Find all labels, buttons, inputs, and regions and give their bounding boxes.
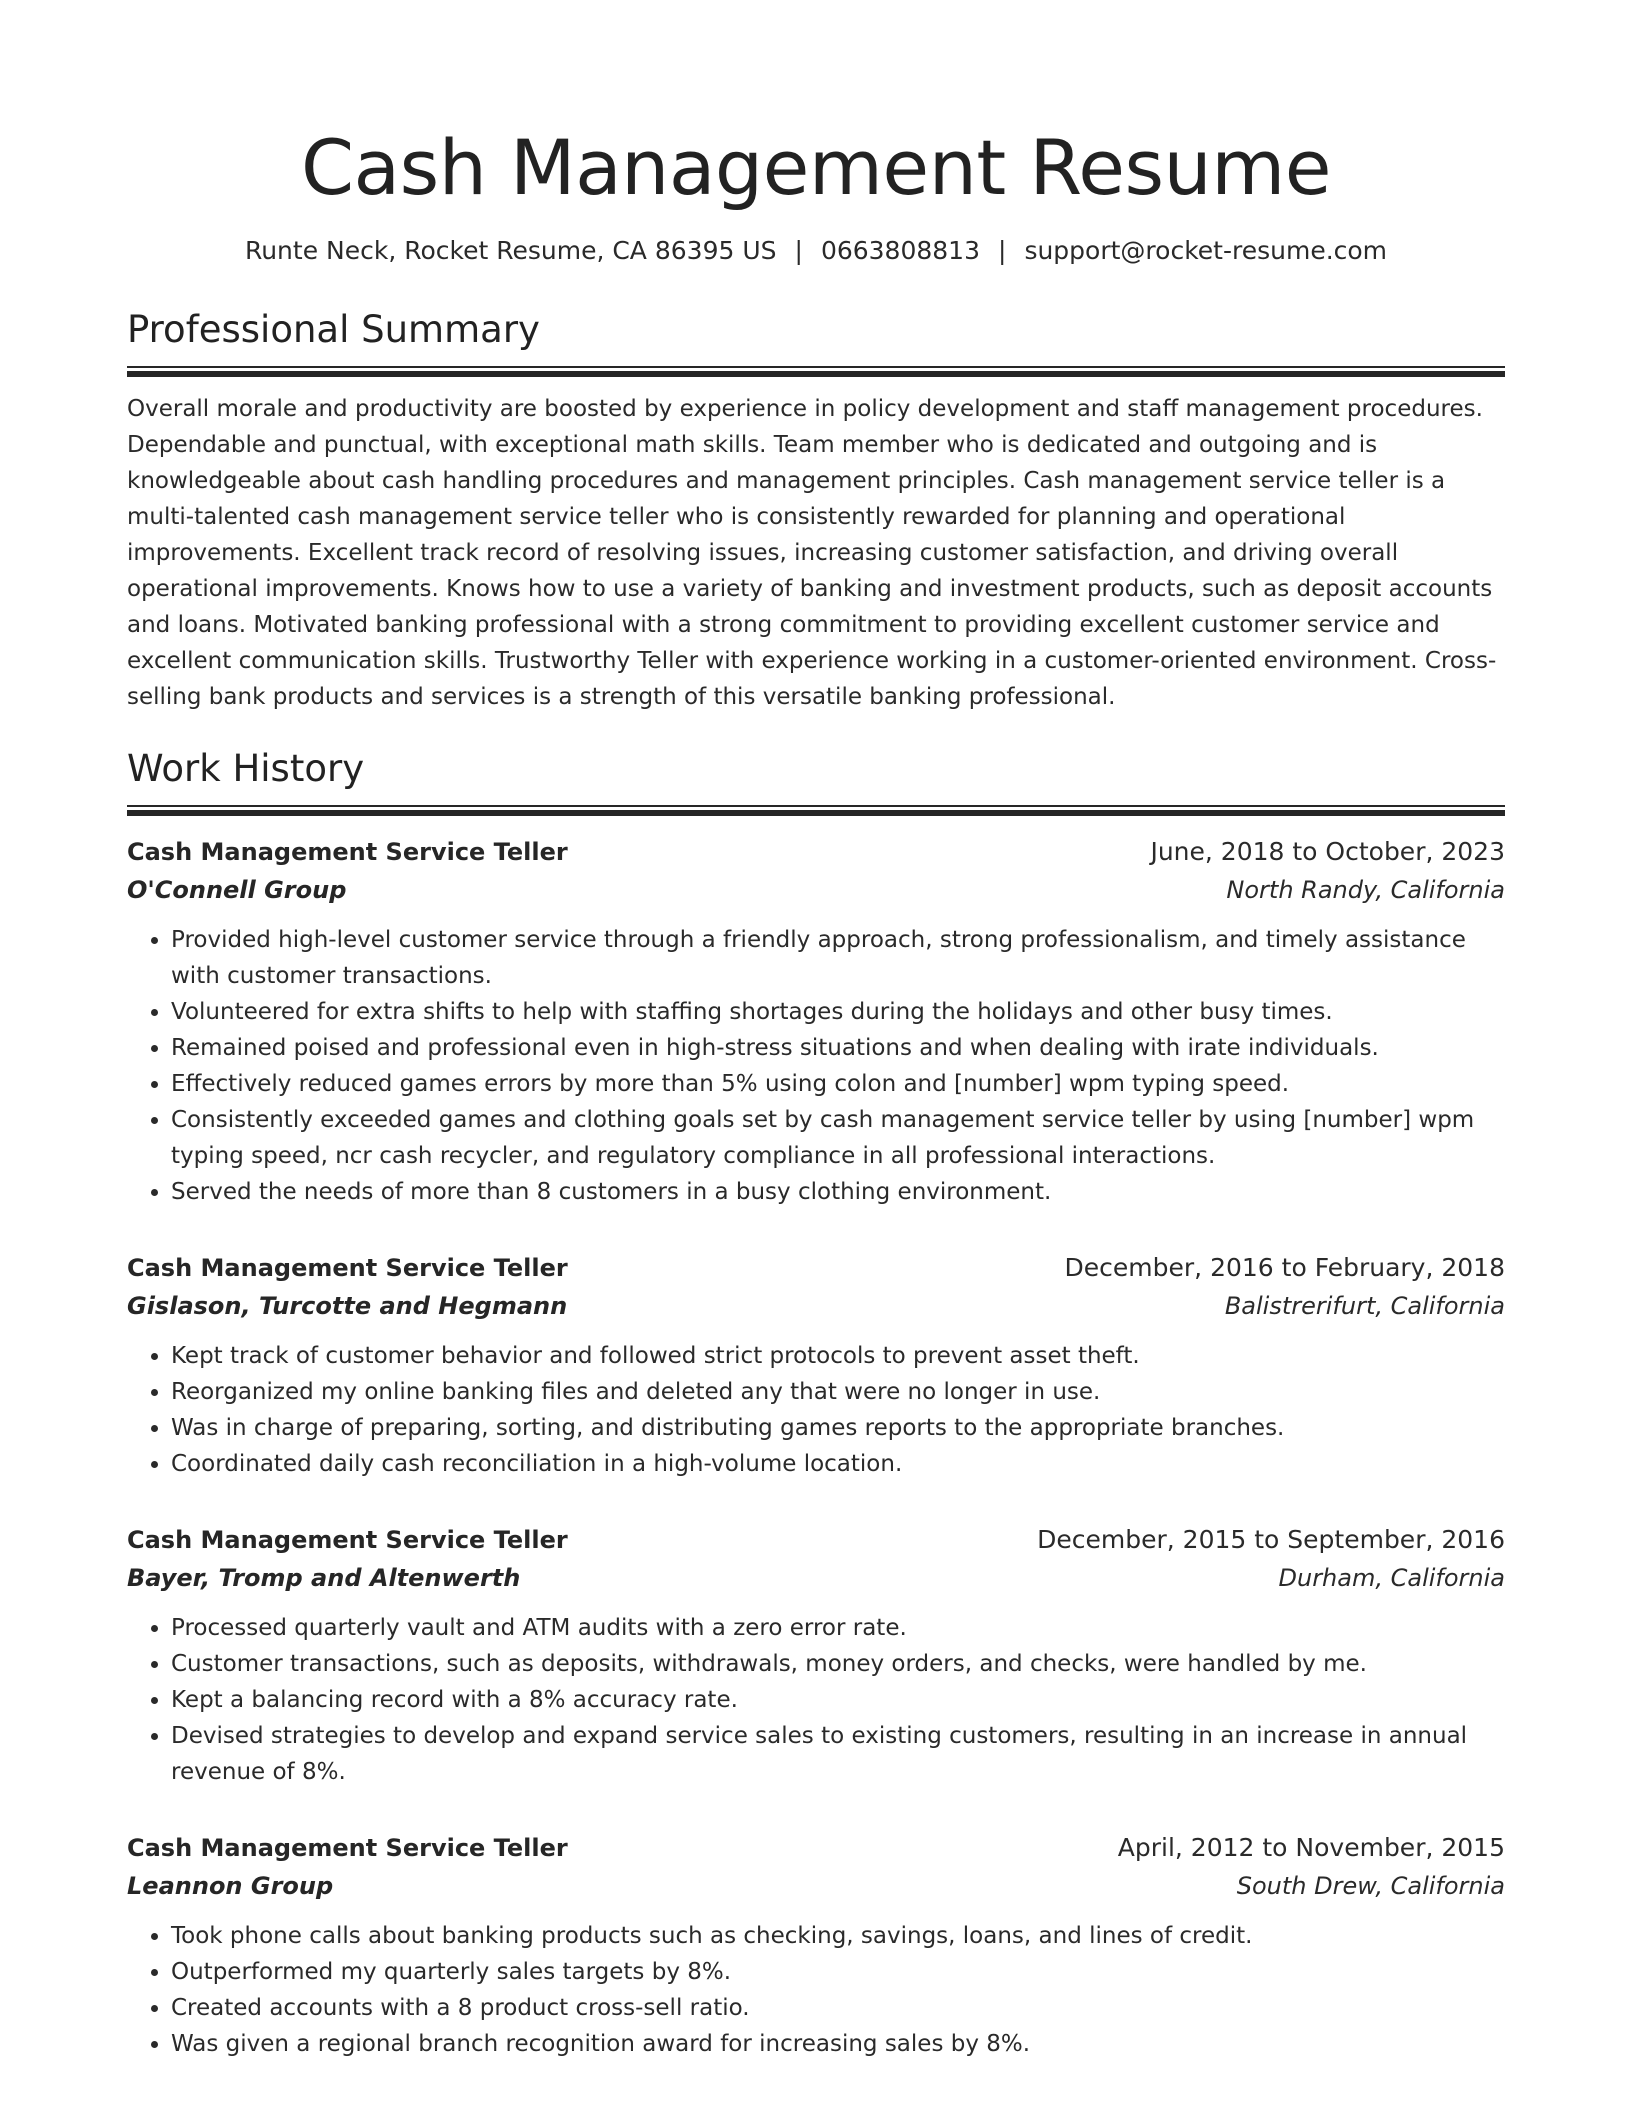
contact-line bbox=[127, 234, 1505, 268]
summary-text: Overall morale and productivity are boosted by experience in policy development and staff management procedures. Dependable and punctual, with exceptional math skills. Team member who is dedicated and outgoing and is knowledgeable about cash handling procedures and management principles. Cash management service teller is a multi-talented cash management service teller who is consistently rewarded for planning and operational improvements. Excellent track record of resolving issues, increasing customer satisfaction, and driving overall operational improvements. Knows how to use a variety of banking and investment products, such as deposit accounts and loans. Motivated banking professional with a strong commitment to providing excellent customer service and excellent communication skills. Trustworthy Teller with experience working in a customer-oriented environment. Cross-selling bank products and services is a strength of this versatile banking professional. bbox=[127, 396, 1497, 710]
job-company: Bayer, Tromp and Altenwerth bbox=[127, 1564, 521, 1592]
job-duty-item: • Was in charge of preparing, sorting, and distributing games reports to the appropriate branches. bbox=[171, 1410, 1505, 1446]
job-title: Cash Management Service Teller bbox=[127, 838, 568, 866]
job-duty-item: • Processed quarterly vault and ATM audits with a zero error rate. bbox=[171, 1610, 1505, 1646]
job-duty-item: • Served the needs of more than 8 customers in a busy clothing environment. bbox=[171, 1174, 1505, 1210]
job-dates: December, 2016 to February, 2018 bbox=[1064, 1253, 1505, 1282]
job-header-row bbox=[127, 1830, 1505, 1866]
job-title: Cash Management Service Teller bbox=[127, 1254, 568, 1282]
section-divider bbox=[127, 366, 1505, 377]
job-company: Leannon Group bbox=[127, 1872, 334, 1900]
section-heading-work-history: Work History bbox=[127, 747, 365, 790]
job-entry bbox=[127, 1522, 1505, 1790]
job-duty-item: • Was given a regional branch recognition award for increasing sales by 8%. bbox=[171, 2026, 1505, 2062]
job-location: Balistrerifurt, California bbox=[1224, 1292, 1505, 1320]
work-history-section bbox=[127, 745, 1505, 2062]
job-duty-item: • Effectively reduced games errors by more than 5% using colon and [number] wpm typing speed. bbox=[171, 1066, 1505, 1102]
job-duty-item: • Customer transactions, such as deposits, withdrawals, money orders, and checks, were handled by me. bbox=[171, 1646, 1505, 1682]
job-duty-item: • Volunteered for extra shifts to help with staffing shortages during the holidays and other busy times. bbox=[171, 994, 1505, 1030]
section-divider bbox=[127, 805, 1505, 816]
job-duty-item: • Devised strategies to develop and expand service sales to existing customers, resulting in an increase in annual revenue of 8%. bbox=[171, 1718, 1505, 1790]
job-entry bbox=[127, 1250, 1505, 1482]
job-header-row bbox=[127, 1250, 1505, 1286]
job-duty-item: • Consistently exceeded games and clothing goals set by cash management service teller by using [number] wpm typing speed, ncr cash recycler, and regulatory compliance in all professional interactions. bbox=[171, 1102, 1505, 1174]
section-heading-summary: Professional Summary bbox=[127, 308, 540, 351]
contact-phone: 0663808813 bbox=[820, 236, 980, 265]
professional-summary-section bbox=[127, 306, 1505, 715]
job-location: North Randy, California bbox=[1226, 876, 1505, 904]
contact-address: Runte Neck, Rocket Resume, CA 86395 US bbox=[244, 236, 777, 265]
job-duty-item: • Kept track of customer behavior and followed strict protocols to prevent asset theft. bbox=[171, 1338, 1505, 1374]
job-dates: June, 2018 to October, 2023 bbox=[1150, 837, 1505, 866]
job-dates: April, 2012 to November, 2015 bbox=[1117, 1833, 1505, 1862]
job-duty-item: • Took phone calls about banking products such as checking, savings, loans, and lines of credit. bbox=[171, 1918, 1505, 1954]
job-duty-item: • Remained poised and professional even in high-stress situations and when dealing with irate individuals. bbox=[171, 1030, 1505, 1066]
job-duties-list bbox=[127, 1610, 1505, 1790]
job-duty-item: • Outperformed my quarterly sales targets by 8%. bbox=[171, 1954, 1505, 1990]
job-duties-list bbox=[127, 1918, 1505, 2062]
job-location: Durham, California bbox=[1278, 1564, 1505, 1592]
job-company-row bbox=[127, 1286, 1505, 1326]
job-dates: December, 2015 to September, 2016 bbox=[1037, 1525, 1505, 1554]
job-duties-list bbox=[127, 1338, 1505, 1482]
contact-email: support@rocket-resume.com bbox=[1024, 236, 1388, 265]
job-entry bbox=[127, 1830, 1505, 2062]
job-company-row bbox=[127, 870, 1505, 910]
job-company-row bbox=[127, 1558, 1505, 1598]
job-company: O'Connell Group bbox=[127, 876, 347, 904]
job-header-row bbox=[127, 834, 1505, 870]
job-duty-item: • Kept a balancing record with a 8% accuracy rate. bbox=[171, 1682, 1505, 1718]
job-duty-item: • Coordinated daily cash reconciliation in a high-volume location. bbox=[171, 1446, 1505, 1482]
job-title: Cash Management Service Teller bbox=[127, 1526, 568, 1554]
job-location: South Drew, California bbox=[1236, 1872, 1505, 1900]
contact-separator: | bbox=[794, 236, 803, 265]
job-company-row bbox=[127, 1866, 1505, 1906]
job-header-row bbox=[127, 1522, 1505, 1558]
job-duties-list bbox=[127, 922, 1505, 1210]
job-entry bbox=[127, 834, 1505, 1210]
job-company: Gislason, Turcotte and Hegmann bbox=[127, 1292, 568, 1320]
job-duty-item: • Reorganized my online banking files and deleted any that were no longer in use. bbox=[171, 1374, 1505, 1410]
job-duty-item: • Created accounts with a 8 product cross-sell ratio. bbox=[171, 1990, 1505, 2026]
contact-separator: | bbox=[998, 236, 1007, 265]
job-duty-item: • Provided high-level customer service through a friendly approach, strong professionalism, and timely assistance with customer transactions. bbox=[171, 922, 1505, 994]
job-title: Cash Management Service Teller bbox=[127, 1834, 568, 1862]
resume-title: Cash Management Resume bbox=[300, 123, 1332, 212]
